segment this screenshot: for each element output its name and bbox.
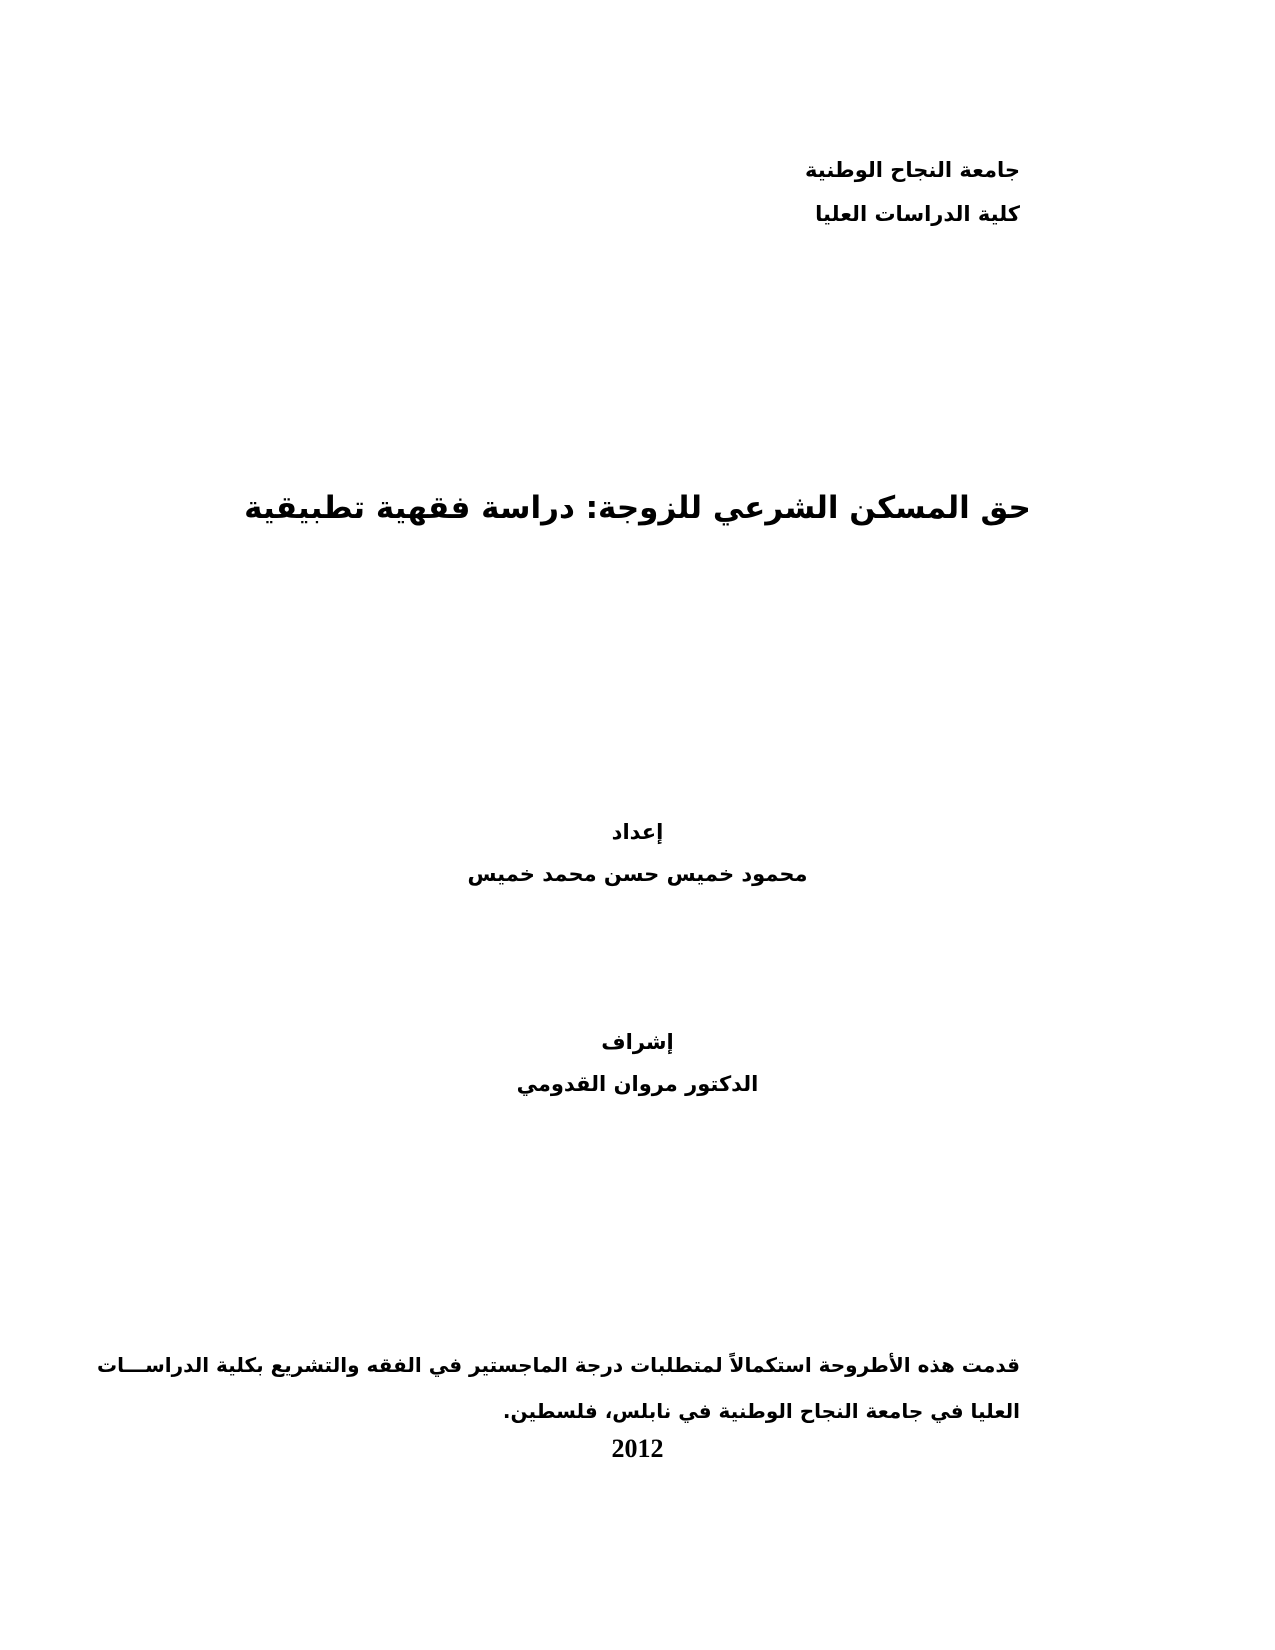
- university-name: جامعة النجاح الوطنية: [805, 158, 1020, 182]
- faculty-name: كلية الدراسات العليا: [815, 202, 1020, 226]
- submission-statement: [97, 1342, 1020, 1434]
- institution-header: [620, 148, 1020, 236]
- thesis-title: حق المسكن الشرعي للزوجة: دراسة فقهية تطبيقية: [244, 490, 1031, 526]
- preparation-label: إعداد: [611, 820, 664, 844]
- supervisor-name: الدكتور مروان القدومي: [516, 1072, 759, 1096]
- supervision-label: إشراف: [601, 1030, 674, 1054]
- year: 2012: [611, 1434, 664, 1463]
- author-name: محمود خميس حسن محمد خميس: [467, 862, 808, 886]
- statement-line-1: قدمت هذه الأطروحة استكمالاً لمتطلبات درجة الماجستير في الفقه والتشريع بكلية الدراســـات: [97, 1353, 1020, 1377]
- statement-line-2: العليا في جامعة النجاح الوطنية في نابلس، فلسطين.: [502, 1399, 1020, 1423]
